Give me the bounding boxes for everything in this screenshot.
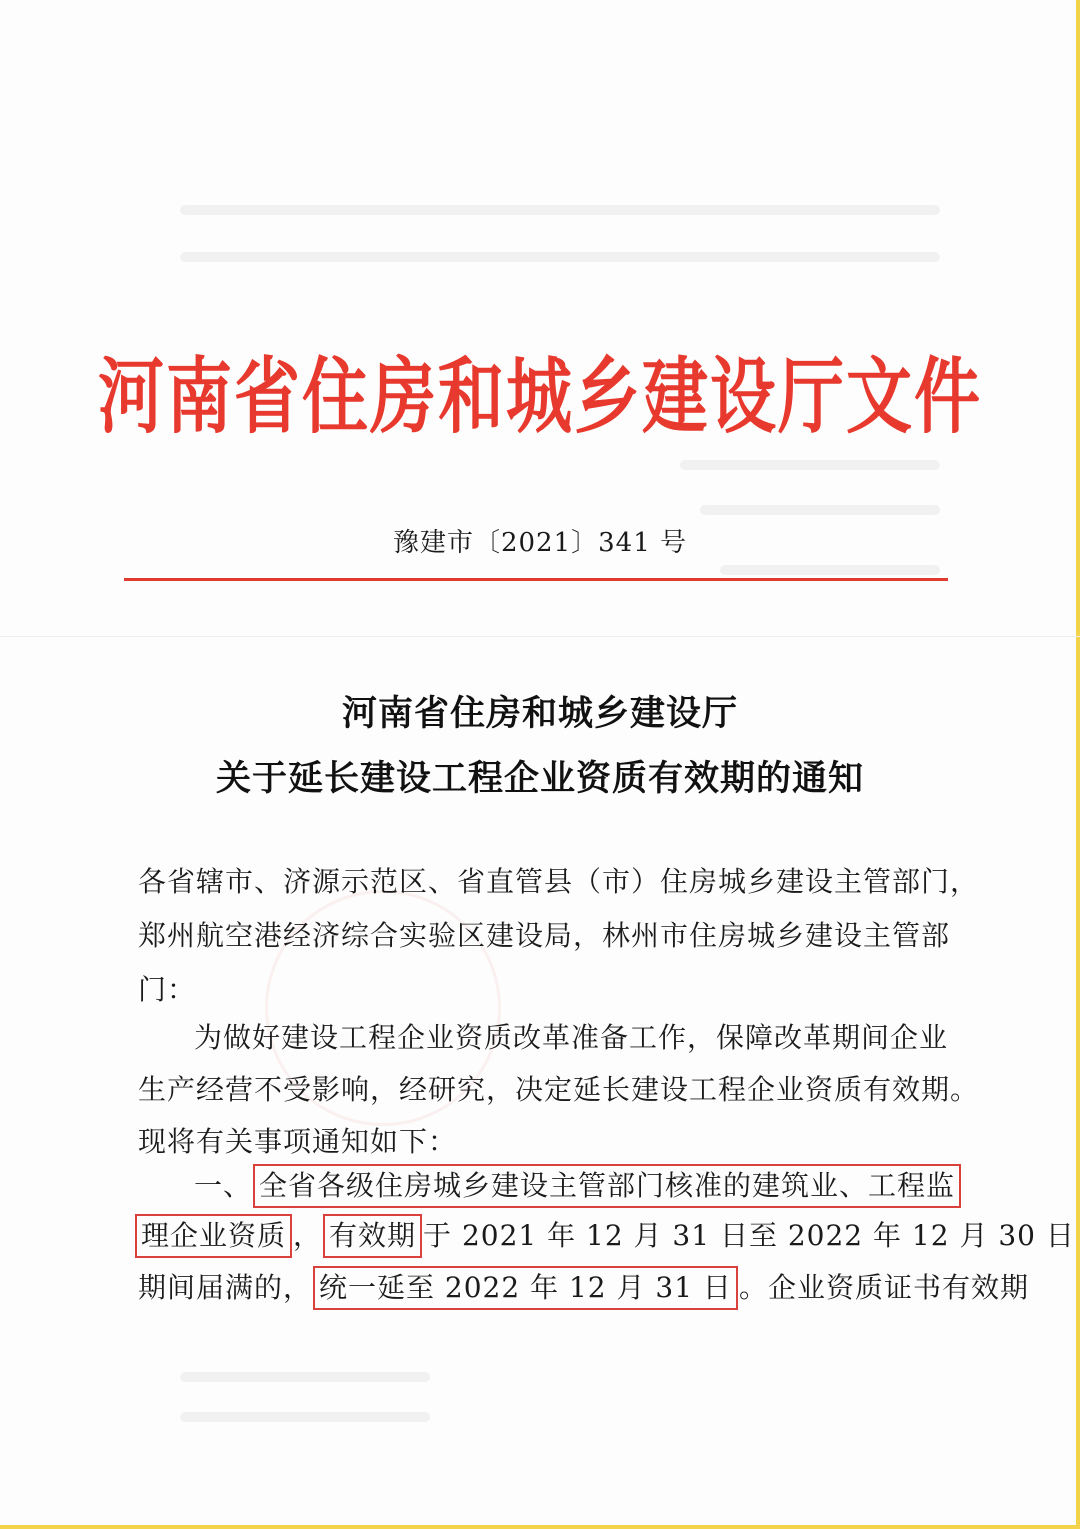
addressee-line: 各省辖市、济源示范区、省直管县（市）住房城乡建设主管部门， xyxy=(138,865,980,898)
paragraph-line: 生产经营不受影响，经研究，决定延长建设工程企业资质有效期。 xyxy=(138,1073,980,1106)
item-one-line2 xyxy=(134,1214,1075,1258)
item-one-line3 xyxy=(138,1266,1029,1310)
paper-edge-bottom xyxy=(0,1525,1080,1529)
show-through-text xyxy=(180,1372,430,1382)
notice-title-line1: 河南省住房和城乡建设厅 xyxy=(341,693,738,734)
item-number: 一、 xyxy=(194,1169,253,1202)
document-number: 豫建市〔2021〕341 号 xyxy=(392,528,688,558)
show-through-text xyxy=(700,505,940,515)
fold-crease xyxy=(0,636,1080,637)
paragraph-line: 现将有关事项通知如下： xyxy=(138,1125,458,1158)
red-separator-rule xyxy=(124,578,948,581)
show-through-text xyxy=(180,205,940,215)
show-through-text xyxy=(180,252,940,262)
show-through-text xyxy=(720,565,940,575)
item-one-line1 xyxy=(194,1164,962,1208)
notice-title-line2: 关于延长建设工程企业资质有效期的通知 xyxy=(215,758,864,799)
highlight-box-scope: 全省各级住房城乡建设主管部门核准的建筑业、工程监 xyxy=(253,1164,961,1208)
date-range-text: 于 2021 年 12 月 31 日至 2022 年 12 月 30 日 xyxy=(423,1219,1075,1252)
highlight-box-validity: 有效期 xyxy=(323,1214,422,1258)
comma: ， xyxy=(293,1219,323,1252)
highlight-box-extension: 统一延至 2022 年 12 月 31 日 xyxy=(313,1266,738,1310)
paragraph-line: 为做好建设工程企业资质改革准备工作，保障改革期间企业 xyxy=(194,1021,949,1054)
document-header-title: 河南省住房和城乡建设厅文件 xyxy=(98,348,982,445)
addressee-line: 门： xyxy=(138,973,197,1006)
addressee-line: 郑州航空港经济综合实验区建设局，林州市住房城乡建设主管部 xyxy=(138,919,951,952)
highlight-box-scope-cont: 理企业资质 xyxy=(135,1214,292,1258)
show-through-text xyxy=(680,460,940,470)
trailing-text: 。企业资质证书有效期 xyxy=(738,1271,1029,1304)
expired-text: 期间届满的， xyxy=(138,1271,313,1304)
show-through-text xyxy=(180,1412,430,1422)
